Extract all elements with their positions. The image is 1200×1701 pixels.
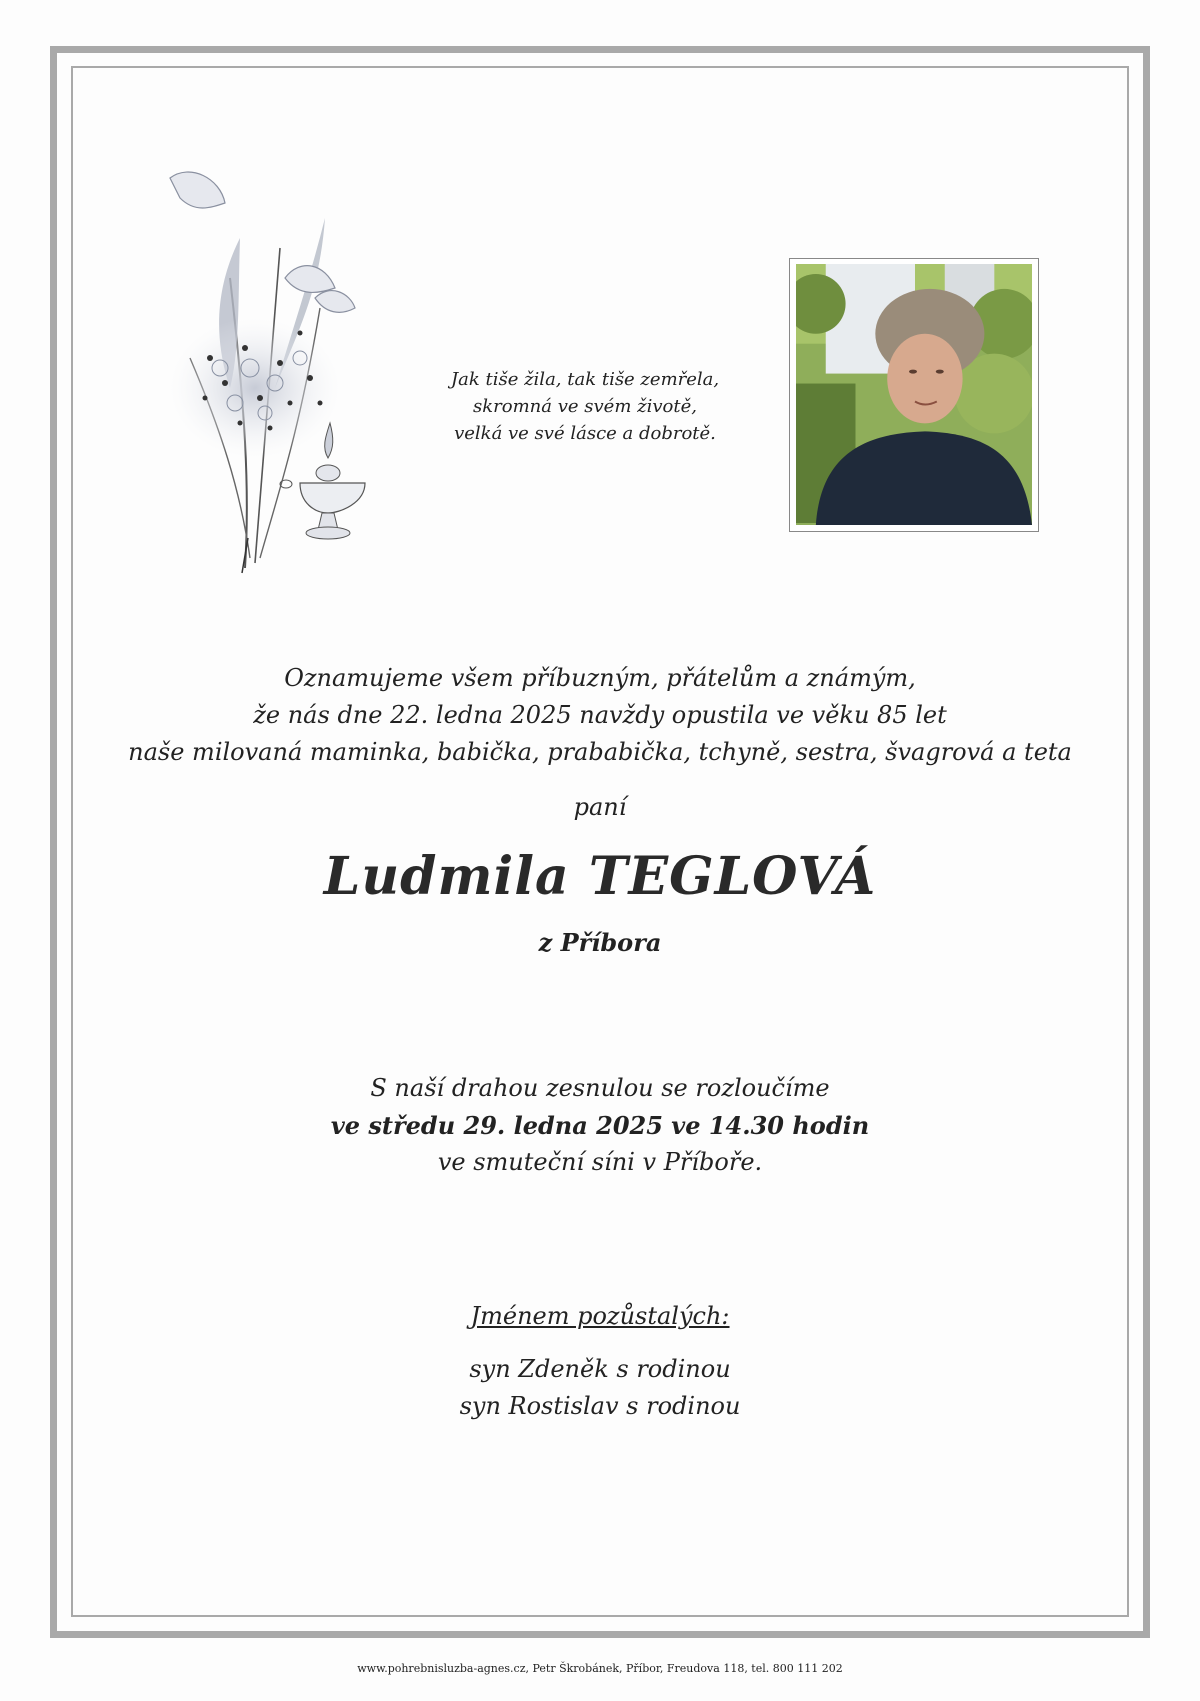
announcement-line: že nás dne 22. ledna 2025 navždy opustila ve věku 85 let (253, 701, 947, 729)
mourners-list (72, 1351, 1128, 1425)
flowers-lamp-illustration (150, 158, 410, 578)
poem (420, 366, 750, 447)
farewell-line: S naší drahou zesnulou se rozloučíme (370, 1074, 830, 1102)
mourner-item: syn Zdeněk s rodinou (469, 1355, 731, 1383)
mourners-heading: Jménem pozůstalých: (470, 1302, 730, 1330)
announcement-line: Oznamujeme všem příbuzným, přátelům a známým, (284, 664, 916, 692)
poem-line: velká ve své lásce a dobrotě. (454, 423, 716, 444)
title-prefix: paní (573, 793, 627, 821)
announcement-line: naše milovaná maminka, babička, prababička, tchyně, sestra, švagrová a teta (128, 738, 1072, 766)
footer: www.pohrebnisluzba-agnes.cz, Petr Škrobánek, Příbor, Freudova 118, tel. 800 111 202 (357, 1662, 843, 1675)
portrait-photo (796, 264, 1032, 525)
farewell-place: ve smuteční síni v Příboře. (437, 1148, 763, 1176)
portrait-frame (789, 258, 1039, 532)
deceased-name: Ludmila TEGLOVÁ (323, 846, 877, 907)
farewell-date: ve středu 29. ledna 2025 ve 14.30 hodin (330, 1111, 870, 1140)
announcement (72, 660, 1128, 771)
origin: z Příbora (538, 928, 662, 957)
farewell-info (72, 1070, 1128, 1181)
mourner-item: syn Rostislav s rodinou (459, 1392, 741, 1420)
poem-line: skromná ve svém životě, (473, 396, 697, 417)
poem-line: Jak tiše žila, tak tiše zemřela, (450, 369, 720, 390)
